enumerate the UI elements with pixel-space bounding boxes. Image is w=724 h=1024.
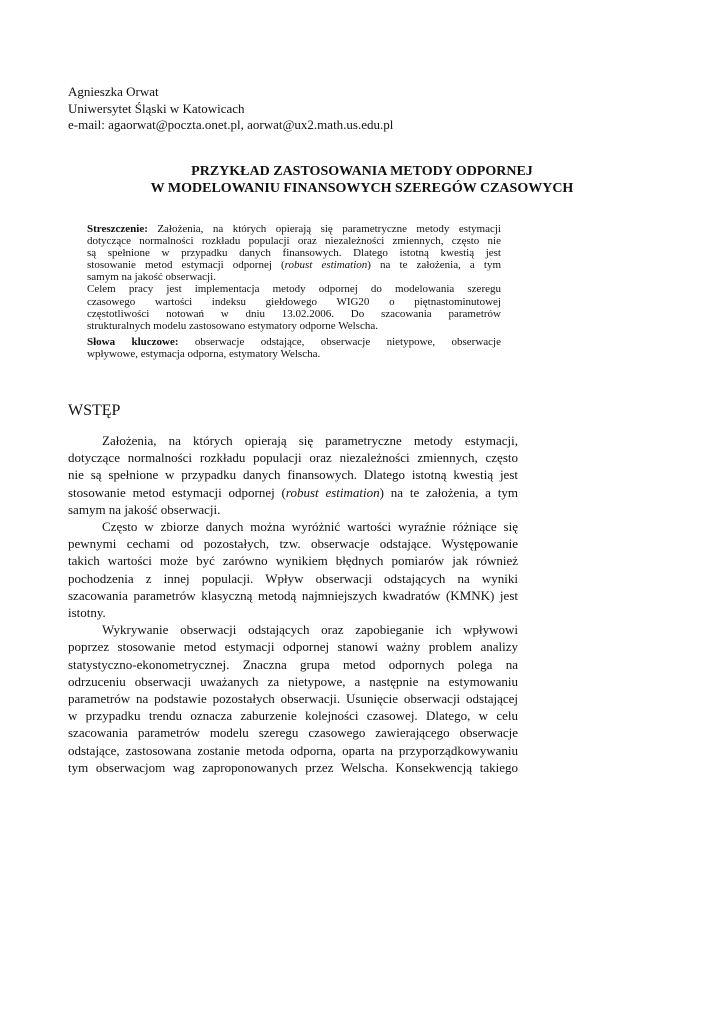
body-line: takich wartości może być zarówno wynikiem błędnych pomiarów jak również [68,553,518,569]
body-line: statystyczno-ekonometrycznej. Znaczna grupa metod odpornych polega na [68,656,518,672]
abstract-line: samym na jakość obserwacji. [87,271,216,284]
body-line: szacowania parametrów modelu szeregu czasowego zawierającego obserwacje [68,725,518,741]
body-line: istotny. [68,605,106,621]
body-line: nie są spełnione w przypadku danych finansowych. Dlatego istotną kwestią jest [68,467,518,483]
body-line: pochodzenia z innej populacji. Wpływ obserwacji odstających na wyniki [68,570,518,586]
body-line: dotyczące normalności rozkładu populacji oraz niezależności zmiennych, często [68,450,518,466]
title-line: PRZYKŁAD ZASTOSOWANIA METODY ODPORNEJ [191,164,533,179]
abstract-line: stosowanie metod estymacji odpornej (robust estimation) na te założenia, a tym [87,259,501,272]
abstract-line: Streszczenie: Założenia, na których opierają się parametryczne metody estymacji [87,223,501,235]
abstract-italic-term: robust estimation [284,259,368,272]
paper-title [40,164,684,197]
author-email: e-mail: agaorwat@poczta.onet.pl, aorwat@ux2.math.us.edu.pl [68,117,394,132]
title-line: W MODELOWANIU FINANSOWYCH SZEREGÓW CZASOWYCH [150,180,574,196]
author-block [68,84,393,134]
body-line: w przypadku trendu oznacza zaburzenie kolejności czasowej. Dlatego, w celu [68,708,518,724]
keywords-line: Słowa kluczowe: obserwacje odstające, obserwacje nietypowe, obserwacje [87,335,501,348]
author-affiliation: Uniwersytet Śląski w Katowicach [68,100,245,116]
body-line: pewnymi cechami od pozostałych, tzw. obserwacje odstające. Występowanie [68,536,518,552]
body-line: odrzuceniu obserwacji uważanych za nietypowe, a następnie na estymowaniu [68,673,518,689]
body-line: parametrów na podstawie pozostałych obserwacji. Usunięcie obserwacji odstającej [68,691,518,707]
body-text [68,432,518,776]
body-line: Często w zbiorze danych można wyróżnić wartości wyraźnie różniące się [102,519,518,535]
body-line: Założenia, na których opierają się parametryczne metody estymacji, [102,433,518,448]
abstract [87,223,501,360]
abstract-line: czasowego wartości indeksu giełdowego WIG20 o piętnastominutowej [87,295,501,308]
keywords-label: Słowa kluczowe: [87,335,179,348]
section-heading: WSTĘP [68,402,121,419]
body-line: samym na jakość obserwacji. [68,501,221,517]
abstract-label: Streszczenie: [87,223,148,235]
body-line: tym obserwacjom wag zaproponowanych przez Welscha. Konsekwencją takiego [68,759,518,775]
body-line: poprzez stosowanie metod estymacji odpornej stanowi ważny problem analizy [68,639,518,655]
body-italic-term: robust estimation [285,484,380,500]
keywords-line: wpływowe, estymacja odporna, estymatory Welscha. [87,347,321,360]
body-line: szacowania parametrów klasyczną metodą najmniejszych kwadratów (KMNK) jest [68,587,518,603]
body-line: stosowanie metod estymacji odpornej (robust estimation) na te założenia, a tym [68,484,518,500]
abstract-line: Celem pracy jest implementacja metody odpornej do modelowania szeregu [87,283,501,296]
body-line: odstające, zastosowana zostanie metoda odporna, oparta na przyporządkowywaniu [68,742,518,758]
abstract-line: częstotliwości notowań w dniu 13.02.2006. Do szacowania parametrów [87,307,501,320]
abstract-line: strukturalnych modelu zastosowano estymatory odporne Welscha. [87,319,378,332]
author-name: Agnieszka Orwat [68,84,159,99]
abstract-line: dotyczące normalności rozkładu populacji oraz niezależności zmiennych, często nie [87,235,501,248]
body-line: Wykrywanie obserwacji odstających oraz zapobieganie ich wpływowi [102,622,518,638]
abstract-line: są spełnione w przypadku danych finansowych. Dlatego istotną kwestią jest [87,247,501,260]
